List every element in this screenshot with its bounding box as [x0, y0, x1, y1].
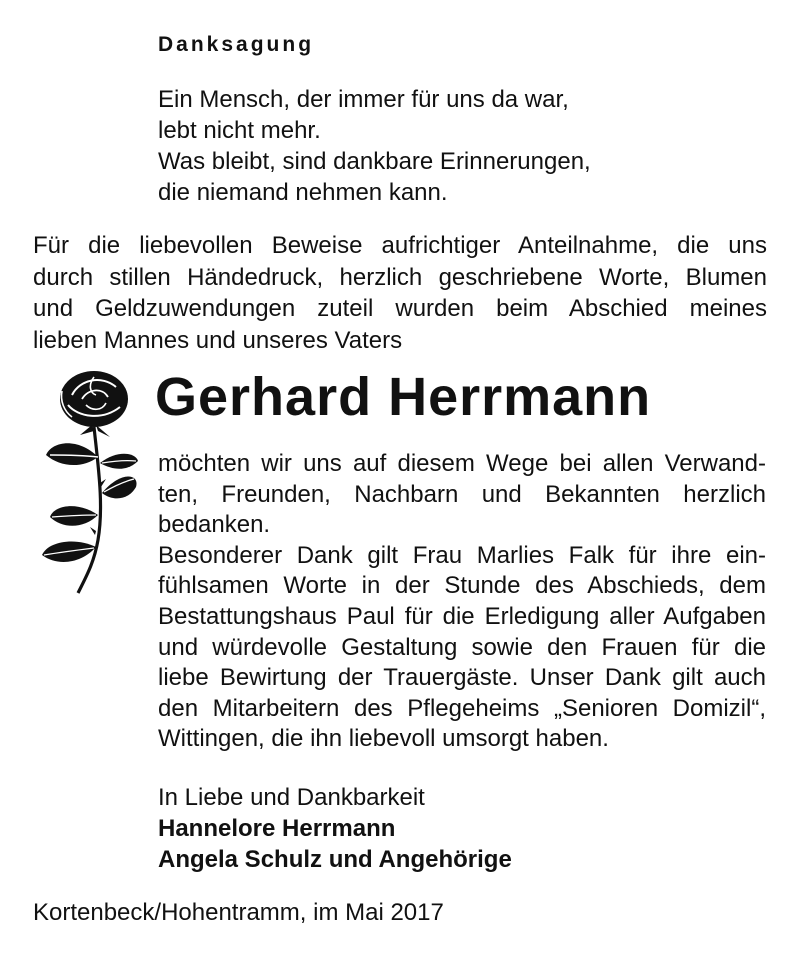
thanks-line: liebe Bewirtung der Trauergäste. Unser Dank gilt auch: [158, 664, 766, 692]
thanks-line: bedanken.: [158, 511, 271, 539]
signoff-greeting: In Liebe und Dankbarkeit: [158, 784, 425, 811]
thanks-paragraph: [158, 449, 766, 755]
deceased-name: Gerhard Herrmann: [155, 367, 652, 427]
intro-line: lieben Mannes und unseres Vaters: [33, 326, 403, 354]
thanks-line: Besonderer Dank gilt Frau Marlies Falk für ihre ein-: [158, 541, 766, 569]
verse-line: Was bleibt, sind dankbare Erinnerungen,: [158, 148, 591, 175]
verse-line: Ein Mensch, der immer für uns da war,: [158, 86, 569, 113]
signer-name: Hannelore Herrmann: [158, 815, 396, 842]
intro-line: durch stillen Händedruck, herzlich geschriebene Worte, Blumen: [33, 263, 767, 291]
thanks-line: Wittingen, die ihn liebevoll umsorgt haben.: [158, 725, 609, 753]
place-and-date: Kortenbeck/Hohentramm, im Mai 2017: [33, 899, 444, 926]
memorial-verse: [158, 84, 591, 208]
thanks-line: ten, Freunden, Nachbarn und Bekannten herzlich: [158, 480, 766, 508]
rose-icon: [32, 365, 142, 595]
intro-line: und Geldzuwendungen zuteil wurden beim Abschied meines: [33, 295, 767, 322]
thanks-line: den Mitarbeitern des Pflegeheims „Senioren Domizil“,: [158, 694, 766, 722]
verse-line: lebt nicht mehr.: [158, 117, 321, 144]
signer-name: Angela Schulz und Angehörige: [158, 846, 512, 873]
intro-paragraph: [33, 230, 767, 356]
thanks-line: fühlsamen Worte in der Stunde des Abschieds, dem: [158, 572, 766, 600]
thanks-line: Bestattungshaus Paul für die Erledigung aller Aufgaben: [158, 602, 766, 630]
thanks-line: möchten wir uns auf diesem Wege bei allen Verwand-: [158, 450, 766, 477]
thanks-line: und würdevolle Gestaltung sowie den Frauen für die: [158, 633, 766, 661]
notice-heading: Danksagung: [158, 33, 315, 56]
verse-line: die niemand nehmen kann.: [158, 179, 448, 206]
signoff: [158, 782, 512, 875]
intro-line: Für die liebevollen Beweise aufrichtiger Anteilnahme, die uns: [33, 232, 767, 259]
